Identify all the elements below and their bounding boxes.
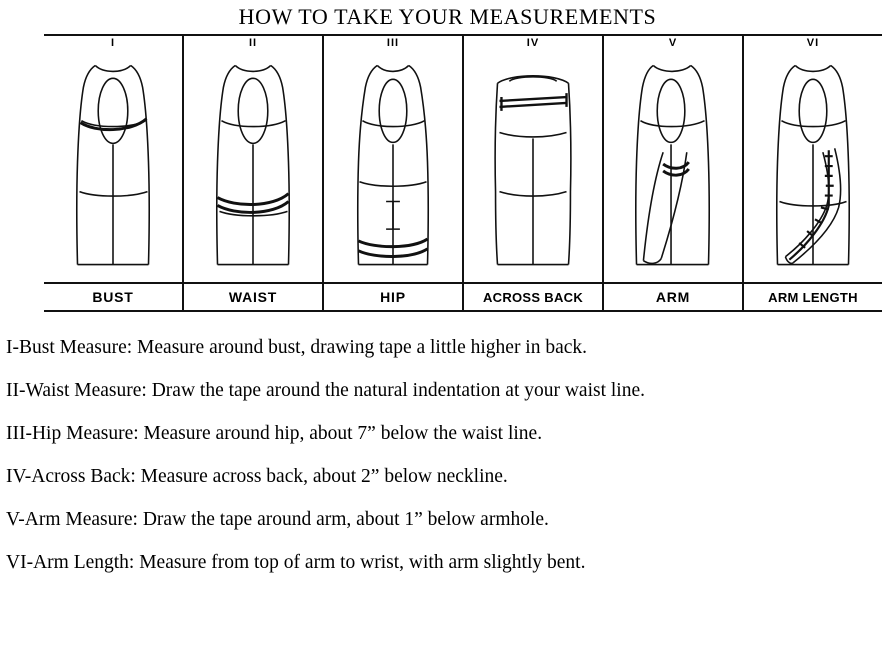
instructions-list xyxy=(6,336,886,574)
torso-front-waist-icon xyxy=(184,52,322,282)
figure-panel-across-back xyxy=(464,36,604,282)
instruction-across-back: IV-Across Back: Measure across back, about 2” below neckline. xyxy=(6,466,508,487)
panel-numeral: II xyxy=(248,37,258,49)
figure-panel-arm-length xyxy=(744,36,882,282)
instruction-bust: I-Bust Measure: Measure around bust, drawing tape a little higher in back. xyxy=(6,337,588,358)
figure-panel-waist xyxy=(184,36,324,282)
measurement-label-row xyxy=(44,284,882,312)
label-bust: BUST xyxy=(44,284,184,310)
page-title: HOW TO TAKE YOUR MEASUREMENTS xyxy=(238,4,657,29)
instruction-arm-length: VI-Arm Length: Measure from top of arm to wrist, with arm slightly bent. xyxy=(6,552,586,573)
panel-numeral: IV xyxy=(526,37,540,49)
panel-numeral: V xyxy=(668,37,678,49)
label-across-back: ACROSS BACK xyxy=(464,284,604,310)
instruction-arm: V-Arm Measure: Draw the tape around arm, about 1” below armhole. xyxy=(6,509,549,530)
torso-side-arm-icon xyxy=(604,52,742,282)
instruction-waist: II-Waist Measure: Draw the tape around the natural indentation at your waist line. xyxy=(6,380,646,401)
instruction-hip: III-Hip Measure: Measure around hip, about 7” below the waist line. xyxy=(6,423,543,444)
panel-numeral: VI xyxy=(806,37,820,49)
label-arm: ARM xyxy=(604,284,744,310)
figure-panel-arm xyxy=(604,36,744,282)
panel-numeral: I xyxy=(110,37,116,49)
torso-front-hip-icon xyxy=(324,52,462,282)
torso-back-across-icon xyxy=(464,52,602,282)
figure-panel-hip xyxy=(324,36,464,282)
torso-side-arm-length-icon xyxy=(744,52,882,282)
measurement-figure-strip xyxy=(44,34,882,284)
label-hip: HIP xyxy=(324,284,464,310)
torso-front-bust-icon xyxy=(44,52,182,282)
label-waist: WAIST xyxy=(184,284,324,310)
figure-panel-bust xyxy=(44,36,184,282)
label-arm-length: ARM LENGTH xyxy=(768,289,858,305)
panel-numeral: III xyxy=(386,37,400,49)
